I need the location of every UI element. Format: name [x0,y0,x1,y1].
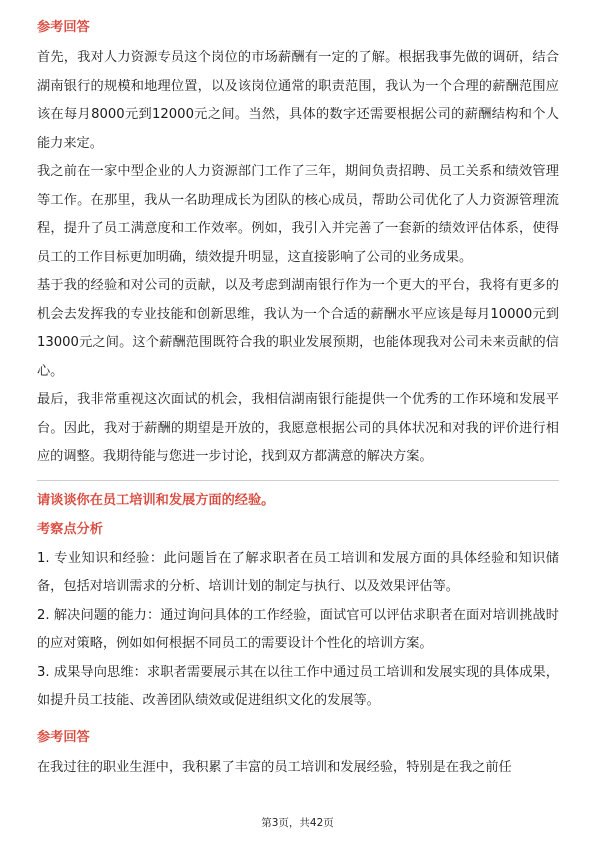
answer-heading: 参考回答 [37,20,90,35]
answer-paragraph: 最后，我非常重视这次面试的机会，我相信湖南银行能提供一个优秀的工作环境和发展平台。因此，我对于薪酬的期望是开放的，我愿意根据公司的具体状况和对我的评价进行相应的调整。我期待能与您进一步讨论，找到双方都满意的解决方案。 [37,392,559,464]
answer-paragraph: 在我过往的职业生涯中，我积累了丰富的员工培训和发展经验，特别是在我之前任 [37,759,512,775]
analysis-item: 1. 专业知识和经验：此问题旨在了解求职者在员工培训和发展方面的具体经验和知识储备，包括对培训需求的分析、培训计划的制定与执行、以及效果评估等。 [37,550,559,594]
analysis-item: 3. 成果导向思维：求职者需要展示其在以往工作中通过员工培训和发展实现的具体成果，如提升员工技能、改善团队绩效或促进组织文化的发展等。 [37,664,559,708]
analysis-item: 2. 解决问题的能力：通过询问具体的工作经验，面试官可以评估求职者在面对培训挑战时的应对策略，例如如何根据不同员工的需要设计个性化的培训方案。 [37,607,559,651]
interview-question: 请谈谈你在员工培训和发展方面的经验。 [37,492,275,508]
answer-paragraph: 我之前在一家中型企业的人力资源部门工作了三年，期间负责招聘、员工关系和绩效管理等工作。在那里，我从一名助理成长为团队的核心成员，帮助公司优化了人力资源管理流程，提升了员工满意度和工作效率。例如，我引入并完善了一套新的绩效评估体系，使得员工的工作目标更加明确，绩效提升明显，这直接影响了公司的业务成果。 [37,164,559,265]
page-number: 第3页，共42页 [261,817,334,829]
analysis-heading: 考察点分析 [37,521,103,537]
answer-paragraph: 首先，我对人力资源专员这个岗位的市场薪酬有一定的了解。根据我事先做的调研，结合湖南银行的规模和地理位置，以及该岗位通常的职责范围，我认为一个合理的薪酬范围应该在每月8000元到12000元之间。当然，具体的数字还需要根据公司的薪酬结构和个人能力来定。 [37,50,559,151]
page-content [37,18,559,782]
answer-heading: 参考回答 [37,729,90,745]
answer-paragraph: 基于我的经验和对公司的贡献，以及考虑到湖南银行作为一个更大的平台，我将有更多的机会去发挥我的专业技能和创新思维，我认为一个合适的薪酬水平应该是每月10000元到13000元之间。这个薪酬范围既符合我的职业发展预期，也能体现我对公司未来贡献的信心。 [37,278,559,379]
section-divider [37,480,559,481]
